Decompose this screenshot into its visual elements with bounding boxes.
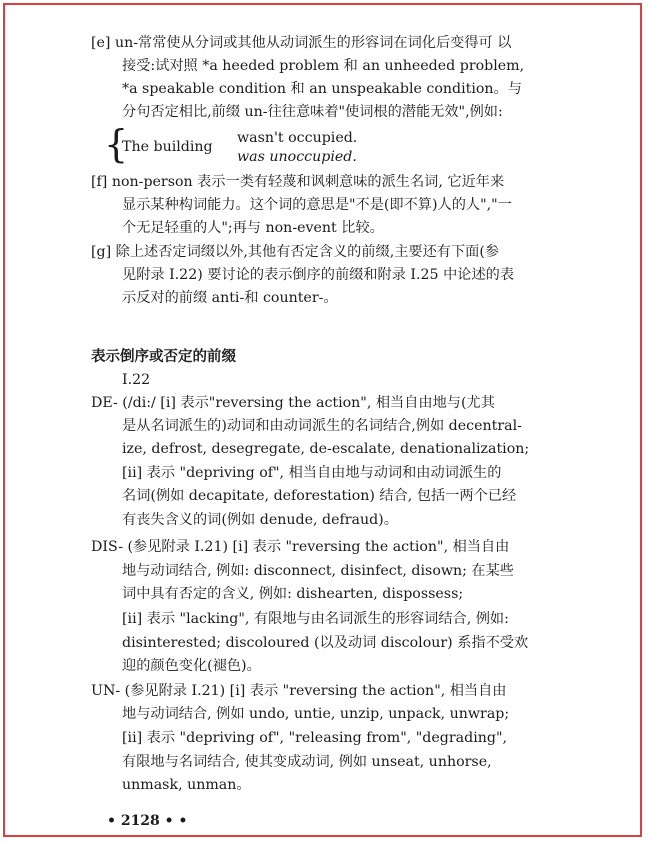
document-page bbox=[3, 3, 642, 837]
text-line: 地与动词结合, 例如 undo, untie, unzip, unpack, unwrap; bbox=[122, 706, 510, 722]
text-line: 接受:试对照 *a heeded problem 和 an unheeded problem, bbox=[122, 58, 525, 74]
text-line: [e] un-常常使从分词或其他从动词派生的形容词在词化后变得可 以 bbox=[91, 35, 512, 51]
text-line: 词中具有否定的含义, 例如: dishearten, dispossess; bbox=[122, 586, 464, 602]
text-line: [ii] 表示 "lacking", 有限地与由名词派生的形容词结合, 例如: bbox=[122, 611, 509, 627]
text-line: *a speakable condition 和 an unspeakable condition。与 bbox=[122, 81, 522, 97]
text-line: DIS- (参见附录 I.21) [i] 表示 "reversing the action", 相当自由 bbox=[91, 539, 510, 555]
text-line: DE- (/di:/ [i] 表示"reversing the action", 相当自由地与(尤其 bbox=[91, 395, 495, 411]
text-line: 有丧失含义的词(例如 denude, defraud)。 bbox=[122, 512, 398, 528]
text-line: unmask, unman。 bbox=[122, 777, 251, 793]
text-line: 分句否定相比,前缀 un-往往意味着"使词根的潜能无效",例如: bbox=[122, 104, 503, 120]
text-line: [f] non-person 表示一类有轻蔑和讽刺意味的派生名词, 它近年来 bbox=[91, 174, 505, 190]
page-text bbox=[5, 5, 640, 835]
text-line: [g] 除上述否定词缀以外,其他有否定含义的前缀,主要还有下面(参 bbox=[91, 244, 500, 260]
text-line: wasn't occupied. bbox=[237, 130, 358, 146]
text-line: 有限地与名词结合, 使其变成动词, 例如 unseat, unhorse, bbox=[122, 754, 492, 770]
text-line: 个无足轻重的人";再与 non-event 比较。 bbox=[122, 220, 384, 236]
text-line: [ii] 表示 "depriving of", 相当自由地与动词和由动词派生的 bbox=[122, 465, 502, 481]
text-line: 显示某种构词能力。这个词的意思是"不是(即不算)人的人","一 bbox=[122, 197, 512, 213]
text-line: 是从名词派生的)动词和由动词派生的名词结合,例如 decentral- bbox=[122, 418, 522, 434]
section-reference: I.22 bbox=[122, 372, 151, 388]
section-heading: 表示倒序或否定的前缀 bbox=[91, 349, 236, 365]
text-line: ize, defrost, desegregate, de-escalate, denationalization; bbox=[122, 441, 530, 457]
text-line: 地与动词结合, 例如: disconnect, disinfect, disown; 在某些 bbox=[122, 563, 514, 579]
text-line: 见附录 I.22) 要讨论的表示倒序的前缀和附录 I.25 中论述的表 bbox=[122, 267, 515, 283]
text-line: 名词(例如 decapitate, deforestation) 结合, 包括一两个已经 bbox=[122, 488, 517, 504]
text-line: disinterested; discoloured (以及动词 discolour) 系指不受欢 bbox=[122, 635, 529, 651]
text-line: [ii] 表示 "depriving of", "releasing from", "degrading", bbox=[122, 730, 507, 746]
page-number: • 2128 • • bbox=[107, 813, 188, 829]
text-line: was unoccupied. bbox=[237, 149, 357, 165]
brace-symbol: { bbox=[104, 122, 129, 166]
text-line: 示反对的前缀 anti-和 counter-。 bbox=[122, 290, 338, 306]
text-line: 迎的颜色变化(褪色)。 bbox=[122, 658, 261, 674]
text-line: UN- (参见附录 I.21) [i] 表示 "reversing the action", 相当自由 bbox=[91, 683, 507, 699]
text-line: The building bbox=[122, 139, 213, 155]
